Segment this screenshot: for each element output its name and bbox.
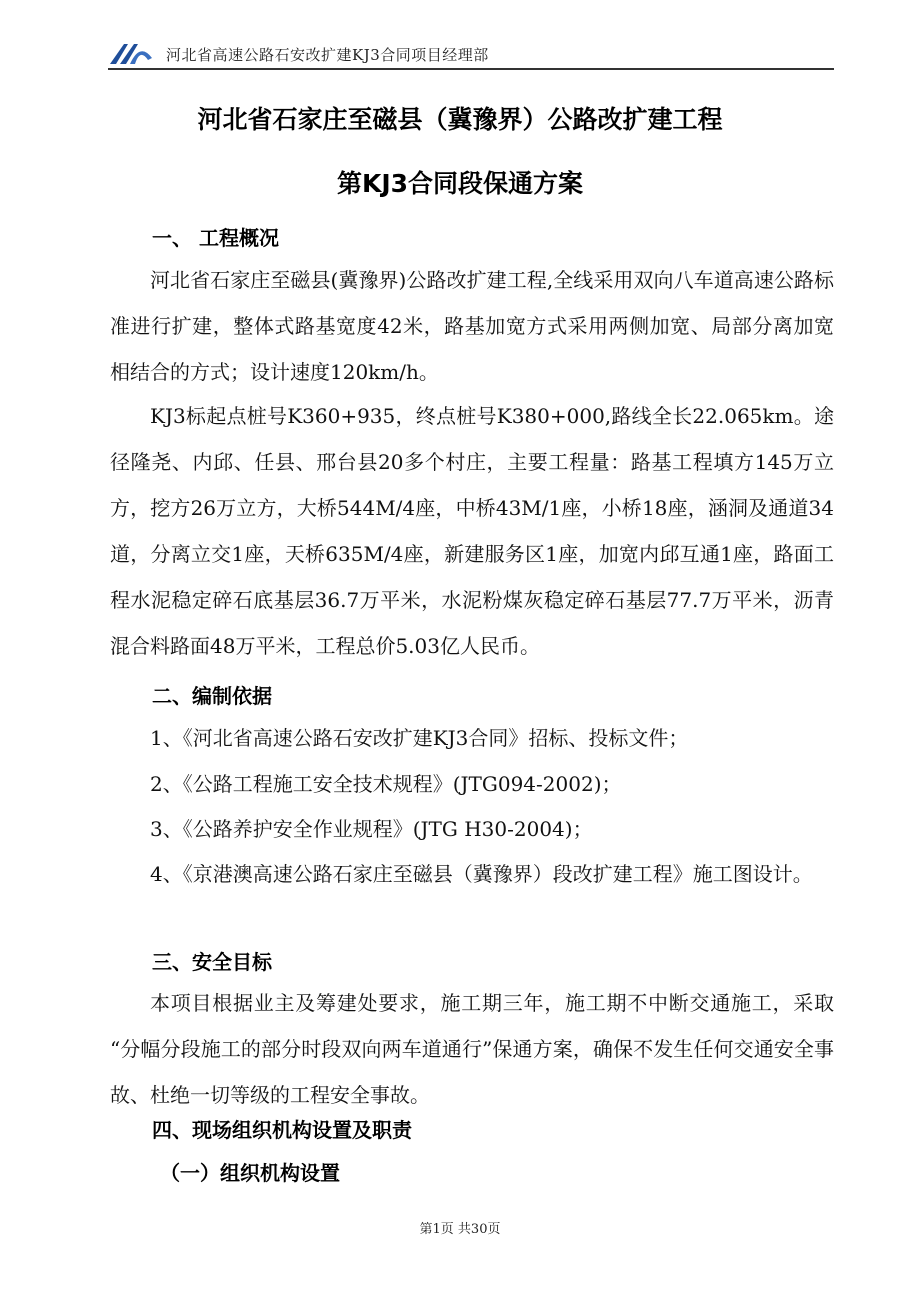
- basis-item-2: 2、《公路工程施工安全技术规程》(JTG094-2002)；: [150, 772, 622, 796]
- page-number: 第1页 共30页: [419, 1222, 501, 1237]
- overview-paragraph-1: 河北省石家庄至磁县(冀豫界)公路改扩建工程,全线采用双向八车道高速公路标准进行扩建，整体式路基宽度42米，路基加宽方式采用两侧加宽、局部分离加宽相结合的方式；设计速度120km/h。: [110, 268, 834, 384]
- bridge-arch-logo-icon: [108, 38, 154, 66]
- basis-item-4: 4、《京港澳高速公路石家庄至磁县（冀豫界）段改扩建工程》施工图设计。: [150, 862, 813, 886]
- page-header: [108, 38, 834, 70]
- section-heading-basis: 二、编制依据: [152, 684, 272, 708]
- section-heading-overview: 一、 工程概况: [152, 226, 279, 250]
- overview-paragraph-2: KJ3标起点桩号K360+935，终点桩号K380+000,路线全长22.065km。途径隆尧、内邱、任县、邢台县20多个村庄，主要工程量：路基工程填方145万立方，挖方26万立方，大桥544M/4座，中桥43M/1座，小桥18座，涵洞及通道34道，分离立交1座，天桥635M/4座，新建服务区1座，加宽内邱互通1座，路面工程水泥稳定碎石底基层36.7万平米，水泥粉煤灰稳定碎石基层77.7万平米，沥青混合料路面48万平米，工程总价5.03亿人民币。: [110, 404, 834, 658]
- subsection-heading-org-setup: （一）组织机构设置: [160, 1161, 340, 1185]
- basis-item-3: 3、《公路养护安全作业规程》(JTG H30-2004)；: [150, 817, 593, 841]
- document-title: 河北省石家庄至磁县（冀豫界）公路改扩建工程: [197, 105, 723, 134]
- section-heading-organization: 四、现场组织机构设置及职责: [152, 1118, 412, 1142]
- section-heading-safety-goal: 三、安全目标: [152, 950, 272, 974]
- basis-item-1: 1、《河北省高速公路石安改扩建KJ3合同》招标、投标文件；: [150, 726, 689, 750]
- header-title: 河北省高速公路石安改扩建KJ3合同项目经理部: [166, 46, 489, 64]
- document-subtitle: 第KJ3合同段保通方案: [336, 169, 584, 198]
- safety-goal-paragraph: 本项目根据业主及筹建处要求，施工期三年，施工期不中断交通施工，采取 “分幅分段施工的部分时段双向两车道通行”保通方案，确保不发生任何交通安全事故、杜绝一切等级的工程安全事故。: [110, 991, 834, 1107]
